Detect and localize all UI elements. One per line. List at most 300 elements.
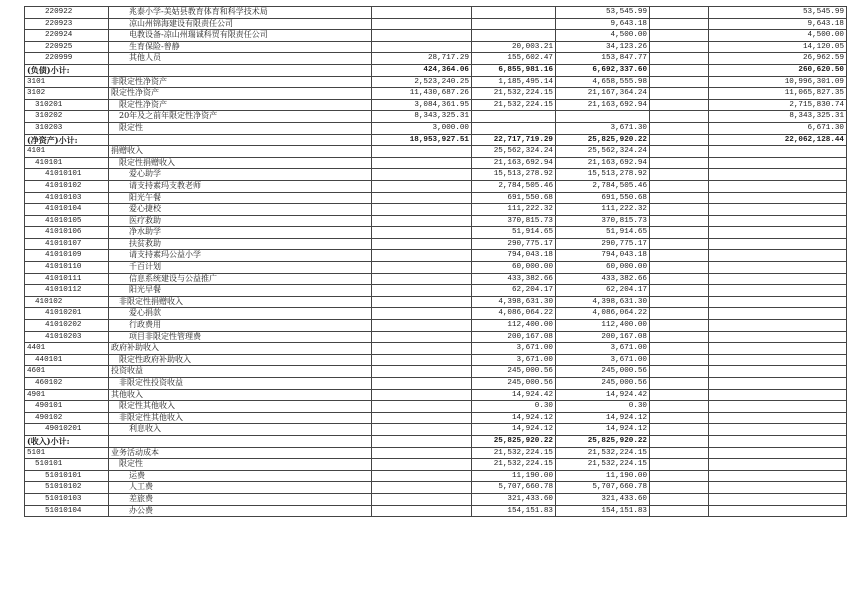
blank-cell [650,296,709,308]
credit-amount-cell: 53,545.99 [556,7,650,19]
debit-amount-cell: 22,717,719.29 [472,134,556,146]
opening-balance-cell [372,180,472,192]
debit-amount-cell: 14,924.12 [472,424,556,436]
debit-amount-cell: 11,190.00 [472,470,556,482]
account-name-cell: 电教设备-凉山州瑞诚科贸有限责任公司 [109,30,372,42]
table-row [25,146,847,158]
credit-amount-cell: 25,562,324.24 [556,146,650,158]
opening-balance-cell [372,470,472,482]
account-name-cell: 项目非限定性管理费 [109,331,372,343]
closing-balance-cell [709,378,847,390]
credit-amount-cell: 245,000.56 [556,378,650,390]
credit-amount-cell: 4,086,064.22 [556,308,650,320]
debit-amount-cell: 290,775.17 [472,238,556,250]
debit-amount-cell: 794,043.18 [472,250,556,262]
table-row [25,401,847,413]
opening-balance-cell [372,412,472,424]
credit-amount-cell: 25,825,920.22 [556,134,650,146]
closing-balance-cell [709,273,847,285]
account-code-cell: 41010106 [25,227,109,239]
closing-balance-cell [709,250,847,262]
account-code-cell: 41010111 [25,273,109,285]
table-row [25,262,847,274]
debit-amount-cell: 0.30 [472,401,556,413]
opening-balance-cell [372,18,472,30]
table-row [25,215,847,227]
blank-cell [650,99,709,111]
credit-amount-cell: 15,513,278.92 [556,169,650,181]
table-row [25,354,847,366]
table-row [25,424,847,436]
opening-balance-cell [372,482,472,494]
account-name-cell [109,134,372,146]
account-code-cell: 41010203 [25,331,109,343]
debit-amount-cell: 245,000.56 [472,366,556,378]
debit-amount-cell: 14,924.12 [472,412,556,424]
account-name-cell: 非限定性投资收益 [109,378,372,390]
account-name-cell: 爱心捐款 [109,308,372,320]
opening-balance-cell [372,262,472,274]
account-code-cell: 3101 [25,76,109,88]
closing-balance-cell [709,296,847,308]
blank-cell [650,389,709,401]
table-row [25,505,847,517]
credit-amount-cell: 794,043.18 [556,250,650,262]
account-name-cell: 政府补助收入 [109,343,372,355]
closing-balance-cell: 11,065,827.35 [709,88,847,100]
opening-balance-cell: 424,364.06 [372,64,472,76]
closing-balance-cell [709,308,847,320]
account-code-cell: 310202 [25,111,109,123]
closing-balance-cell [709,157,847,169]
debit-amount-cell: 245,000.56 [472,378,556,390]
blank-cell [650,285,709,297]
credit-amount-cell: 6,692,337.60 [556,64,650,76]
account-name-cell: 其他收入 [109,389,372,401]
account-code-cell: 41010103 [25,192,109,204]
closing-balance-cell [709,470,847,482]
debit-amount-cell [472,30,556,42]
opening-balance-cell [372,459,472,471]
credit-amount-cell: 14,924.42 [556,389,650,401]
blank-cell [650,424,709,436]
closing-balance-cell: 26,962.59 [709,53,847,65]
blank-cell [650,215,709,227]
credit-amount-cell: 21,163,692.94 [556,99,650,111]
account-name-cell: 非限定性净资产 [109,76,372,88]
blank-cell [650,273,709,285]
opening-balance-cell: 2,523,240.25 [372,76,472,88]
table-row [25,331,847,343]
credit-amount-cell: 3,671.00 [556,354,650,366]
closing-balance-cell: 8,343,325.31 [709,111,847,123]
table-row [25,389,847,401]
credit-amount-cell: 3,671.30 [556,122,650,134]
account-balance-table [24,6,847,517]
closing-balance-cell [709,343,847,355]
table-row [25,53,847,65]
table-row [25,482,847,494]
table-row [25,204,847,216]
blank-cell [650,76,709,88]
debit-amount-cell [472,18,556,30]
credit-amount-cell: 200,167.08 [556,331,650,343]
opening-balance-cell: 28,717.29 [372,53,472,65]
blank-cell [650,53,709,65]
closing-balance-cell: 14,120.05 [709,41,847,53]
table-row [25,157,847,169]
account-name-cell: 爱心捷校 [109,204,372,216]
account-name-cell: 凉山州锦海建设有限责任公司 [109,18,372,30]
credit-amount-cell: 154,151.83 [556,505,650,517]
account-code-cell: 4401 [25,343,109,355]
blank-cell [650,122,709,134]
account-code-cell: 310203 [25,122,109,134]
opening-balance-cell [372,7,472,19]
table-row [25,296,847,308]
closing-balance-cell [709,435,847,447]
blank-cell [650,343,709,355]
account-name-cell: 限定性净资产 [109,99,372,111]
table-row [25,493,847,505]
account-name-cell: 阳光午餐 [109,192,372,204]
debit-amount-cell: 3,671.00 [472,343,556,355]
account-code-cell: 310201 [25,99,109,111]
closing-balance-cell [709,447,847,459]
account-code-cell: 440101 [25,354,109,366]
account-name-cell [109,64,372,76]
opening-balance-cell [372,343,472,355]
debit-amount-cell [472,111,556,123]
opening-balance-cell [372,204,472,216]
blank-cell [650,204,709,216]
table-row [25,343,847,355]
credit-amount-cell: 2,784,505.46 [556,180,650,192]
closing-balance-cell [709,331,847,343]
account-code-cell: 41010102 [25,180,109,192]
table-row [25,180,847,192]
blank-cell [650,493,709,505]
account-name-cell: 请支持素玛支教老师 [109,180,372,192]
debit-amount-cell: 4,398,631.30 [472,296,556,308]
credit-amount-cell: 691,550.68 [556,192,650,204]
account-name-cell: 医疗救助 [109,215,372,227]
account-code-cell: 41010112 [25,285,109,297]
debit-amount-cell: 21,532,224.15 [472,447,556,459]
opening-balance-cell [372,424,472,436]
opening-balance-cell [372,215,472,227]
blank-cell [650,482,709,494]
credit-amount-cell: 21,163,692.94 [556,157,650,169]
table-row [25,169,847,181]
blank-cell [650,146,709,158]
credit-amount-cell [556,111,650,123]
blank-cell [650,7,709,19]
account-code-cell: 410102 [25,296,109,308]
closing-balance-cell [709,482,847,494]
account-code-cell: (负债)小计: [25,64,109,76]
closing-balance-cell: 6,671.30 [709,122,847,134]
table-row [25,30,847,42]
account-code-cell: 220924 [25,30,109,42]
account-code-cell: (净资产)小计: [25,134,109,146]
account-name-cell: 投资收益 [109,366,372,378]
account-name-cell: 行政费用 [109,320,372,332]
table-row [25,238,847,250]
table-row [25,18,847,30]
blank-cell [650,354,709,366]
table-row [25,378,847,390]
opening-balance-cell [372,192,472,204]
closing-balance-cell [709,285,847,297]
credit-amount-cell: 14,924.12 [556,424,650,436]
debit-amount-cell: 15,513,278.92 [472,169,556,181]
closing-balance-cell [709,459,847,471]
debit-amount-cell [472,7,556,19]
account-name-cell: 限定性 [109,122,372,134]
blank-cell [650,169,709,181]
account-code-cell: 41010109 [25,250,109,262]
account-name-cell: 生育保险-曾静 [109,41,372,53]
account-code-cell: 41010201 [25,308,109,320]
closing-balance-cell: 4,500.00 [709,30,847,42]
opening-balance-cell [372,320,472,332]
debit-amount-cell: 25,825,920.22 [472,435,556,447]
blank-cell [650,459,709,471]
blank-cell [650,401,709,413]
table-row [25,447,847,459]
table-row [25,41,847,53]
blank-cell [650,435,709,447]
debit-amount-cell: 370,815.73 [472,215,556,227]
ledger-body [25,7,847,517]
account-code-cell: 41010202 [25,320,109,332]
blank-cell [650,470,709,482]
blank-cell [650,250,709,262]
account-code-cell: 4901 [25,389,109,401]
account-code-cell: 220922 [25,7,109,19]
blank-cell [650,18,709,30]
credit-amount-cell: 0.30 [556,401,650,413]
closing-balance-cell [709,366,847,378]
account-code-cell: (收入)小计: [25,435,109,447]
table-row [25,250,847,262]
opening-balance-cell: 3,084,361.95 [372,99,472,111]
blank-cell [650,88,709,100]
credit-amount-cell: 5,707,660.78 [556,482,650,494]
opening-balance-cell [372,285,472,297]
debit-amount-cell: 691,550.68 [472,192,556,204]
closing-balance-cell [709,401,847,413]
credit-amount-cell: 14,924.12 [556,412,650,424]
table-row [25,99,847,111]
debit-amount-cell: 21,532,224.15 [472,99,556,111]
blank-cell [650,447,709,459]
blank-cell [650,30,709,42]
table-row [25,366,847,378]
opening-balance-cell [372,308,472,320]
closing-balance-cell [709,424,847,436]
table-row [25,470,847,482]
credit-amount-cell: 60,000.00 [556,262,650,274]
table-row [25,227,847,239]
account-code-cell: 4101 [25,146,109,158]
account-code-cell: 51010102 [25,482,109,494]
opening-balance-cell [372,435,472,447]
closing-balance-cell [709,389,847,401]
credit-amount-cell: 3,671.00 [556,343,650,355]
closing-balance-cell: 9,643.18 [709,18,847,30]
opening-balance-cell [372,41,472,53]
credit-amount-cell: 245,000.56 [556,366,650,378]
table-row [25,320,847,332]
opening-balance-cell [372,157,472,169]
credit-amount-cell: 290,775.17 [556,238,650,250]
credit-amount-cell: 21,532,224.15 [556,459,650,471]
blank-cell [650,308,709,320]
blank-cell [650,320,709,332]
closing-balance-cell [709,412,847,424]
credit-amount-cell: 433,382.66 [556,273,650,285]
account-code-cell: 510101 [25,459,109,471]
debit-amount-cell: 62,204.17 [472,285,556,297]
closing-balance-cell: 260,620.50 [709,64,847,76]
account-name-cell: 兆泰小学-美姑县教育体育和科学技术局 [109,7,372,19]
table-row [25,459,847,471]
account-name-cell: 千百计划 [109,262,372,274]
blank-cell [650,378,709,390]
blank-cell [650,505,709,517]
debit-amount-cell: 21,532,224.15 [472,459,556,471]
debit-amount-cell: 4,086,064.22 [472,308,556,320]
debit-amount-cell: 5,707,660.78 [472,482,556,494]
account-name-cell: 非限定性捐赠收入 [109,296,372,308]
opening-balance-cell: 8,343,325.31 [372,111,472,123]
account-code-cell: 5101 [25,447,109,459]
opening-balance-cell [372,227,472,239]
closing-balance-cell [709,238,847,250]
account-name-cell: 信息系统建设与公益推广 [109,273,372,285]
opening-balance-cell [372,401,472,413]
opening-balance-cell [372,296,472,308]
account-code-cell: 41010110 [25,262,109,274]
debit-amount-cell: 433,382.66 [472,273,556,285]
closing-balance-cell: 2,715,830.74 [709,99,847,111]
account-code-cell: 220925 [25,41,109,53]
opening-balance-cell [372,169,472,181]
table-row [25,308,847,320]
opening-balance-cell [372,447,472,459]
account-name-cell: 限定性净资产 [109,88,372,100]
account-code-cell: 41010105 [25,215,109,227]
account-code-cell: 51010101 [25,470,109,482]
blank-cell [650,412,709,424]
account-name-cell: 阳光早餐 [109,285,372,297]
debit-amount-cell: 21,163,692.94 [472,157,556,169]
debit-amount-cell: 321,433.60 [472,493,556,505]
table-row [25,122,847,134]
opening-balance-cell [372,493,472,505]
credit-amount-cell: 11,190.00 [556,470,650,482]
credit-amount-cell: 51,914.65 [556,227,650,239]
account-name-cell: 净水助学 [109,227,372,239]
debit-amount-cell: 112,400.00 [472,320,556,332]
closing-balance-cell [709,192,847,204]
debit-amount-cell: 3,671.00 [472,354,556,366]
credit-amount-cell: 112,400.00 [556,320,650,332]
account-name-cell: 捐赠收入 [109,146,372,158]
table-row [25,192,847,204]
credit-amount-cell: 34,123.26 [556,41,650,53]
table-row [25,273,847,285]
credit-amount-cell: 153,847.77 [556,53,650,65]
debit-amount-cell: 155,602.47 [472,53,556,65]
debit-amount-cell: 200,167.08 [472,331,556,343]
subtotal-row [25,435,847,447]
credit-amount-cell: 4,500.00 [556,30,650,42]
account-code-cell: 51010103 [25,493,109,505]
account-name-cell: 非限定性其他收入 [109,412,372,424]
debit-amount-cell: 51,914.65 [472,227,556,239]
account-name-cell: 利息收入 [109,424,372,436]
opening-balance-cell: 3,000.00 [372,122,472,134]
opening-balance-cell [372,250,472,262]
debit-amount-cell: 60,000.00 [472,262,556,274]
account-code-cell: 41010107 [25,238,109,250]
blank-cell [650,192,709,204]
blank-cell [650,41,709,53]
opening-balance-cell [372,389,472,401]
account-code-cell: 410101 [25,157,109,169]
closing-balance-cell [709,180,847,192]
account-code-cell: 49010201 [25,424,109,436]
closing-balance-cell [709,146,847,158]
closing-balance-cell [709,227,847,239]
opening-balance-cell: 11,430,687.26 [372,88,472,100]
account-code-cell: 490101 [25,401,109,413]
account-name-cell: 20年及之前年限定性净资产 [109,111,372,123]
account-name-cell: 爱心助学 [109,169,372,181]
opening-balance-cell [372,146,472,158]
closing-balance-cell: 53,545.99 [709,7,847,19]
table-row [25,111,847,123]
debit-amount-cell: 111,222.32 [472,204,556,216]
table-row [25,412,847,424]
account-name-cell: 运费 [109,470,372,482]
account-code-cell: 3102 [25,88,109,100]
closing-balance-cell: 10,996,301.09 [709,76,847,88]
account-name-cell [109,435,372,447]
table-row [25,7,847,19]
account-name-cell: 限定性捐赠收入 [109,157,372,169]
credit-amount-cell: 321,433.60 [556,493,650,505]
credit-amount-cell: 9,643.18 [556,18,650,30]
table-row [25,285,847,297]
subtotal-row [25,64,847,76]
closing-balance-cell [709,493,847,505]
credit-amount-cell: 4,398,631.30 [556,296,650,308]
opening-balance-cell [372,354,472,366]
closing-balance-cell [709,169,847,181]
opening-balance-cell [372,378,472,390]
account-name-cell: 业务活动成本 [109,447,372,459]
account-code-cell: 4601 [25,366,109,378]
account-code-cell: 51010104 [25,505,109,517]
closing-balance-cell [709,354,847,366]
blank-cell [650,262,709,274]
opening-balance-cell [372,366,472,378]
closing-balance-cell [709,204,847,216]
